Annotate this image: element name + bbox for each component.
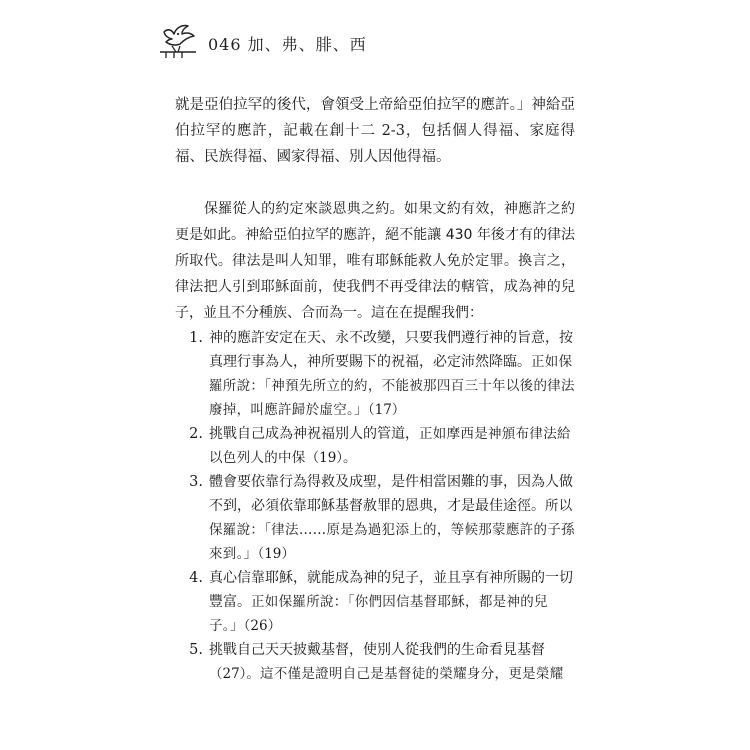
- numbered-list: [175, 326, 575, 686]
- list-item-body: [209, 326, 575, 422]
- list-item-number: 5.: [189, 642, 203, 658]
- list-item-main-text: 體會要依靠行為得救及成聖，是件相當困難的事，因為人做不到，必須依靠耶穌基督赦罪的恩典，才是最佳途徑。: [209, 474, 573, 514]
- list-item-main-text: 挑戰自己成為神祝福別人的管道，: [209, 426, 419, 442]
- list-item-reference: （26）: [243, 618, 282, 634]
- list-item-quote: 正如保羅所說：「你們因信基督耶穌，都是神的兒子。」: [209, 594, 548, 634]
- list-item-quote: 正如摩西是神頒布律法給以色列人的中保: [209, 426, 571, 466]
- list-item-reference: （19）: [257, 546, 295, 562]
- dove-logo-icon: [158, 18, 198, 62]
- page-body: [175, 92, 575, 686]
- list-item-quote: 正如保羅所說：「神預先所立的約，不能被那四百三十年以後的律法廢掉，叫應許歸於虛空。」: [209, 354, 575, 418]
- list-item-body: [209, 638, 575, 686]
- paragraph-1: 就是亞伯拉罕的後代，會領受上帝給亞伯拉罕的應許。」神給亞伯拉罕的應許，記載在創十二 2-3，包括個人得福、家庭得福、民族得福、國家得福、別人因他得福。: [175, 97, 575, 165]
- list-item: [175, 638, 575, 686]
- list-item: [175, 566, 575, 638]
- list-item: [175, 470, 575, 566]
- list-item-number: 1.: [189, 330, 203, 346]
- list-item-quote: 所以保羅說：「律法……原是為過犯添上的，等候那蒙應許的子孫來到。」: [209, 498, 575, 562]
- list-item-quote: 這不僅是證明自己是基督徒的榮耀身分，更是榮耀: [259, 666, 564, 682]
- page-header: [158, 18, 367, 62]
- list-item-number: 3.: [189, 474, 203, 490]
- list-item-number: 4.: [189, 570, 203, 586]
- list-item: [175, 326, 575, 422]
- chapter-header-title: 046 加、弗、腓、西: [208, 34, 367, 54]
- list-item-body: [209, 422, 575, 470]
- list-item-reference: （17）: [367, 402, 406, 418]
- list-item-main-text: 挑戰自己天天披戴基督，使別人從我們的生命看見基督: [209, 642, 545, 658]
- list-item-main-text: 真心信靠耶穌，就能成為神的兒子，並且享有神所賜的一切豐富。: [209, 570, 573, 610]
- list-item-number: 2.: [189, 426, 203, 442]
- list-item: [175, 422, 575, 470]
- list-item-body: [209, 470, 575, 566]
- list-item-reference: （19）。: [305, 450, 357, 466]
- paragraph-2: 保羅從人的約定來談恩典之約。如果文約有效，神應許之約更是如此。神給亞伯拉罕的應許，絕不能讓 430 年後才有的律法所取代。律法是叫人知罪，唯有耶穌能救人免於定罪。換言之，律法把人引到耶穌面前，使我們不再受律法的轄管，成為神的兒子，並且不分種族、合而為一。這在在提醒我們：: [175, 201, 575, 321]
- list-item-body: [209, 566, 575, 638]
- list-item-main-text: 神的應許安定在天、永不改變，只要我們遵行神的旨意，按真理行事為人，神所要賜下的祝福，必定沛然降臨。: [209, 330, 573, 370]
- list-item-reference: （27）。: [209, 666, 260, 682]
